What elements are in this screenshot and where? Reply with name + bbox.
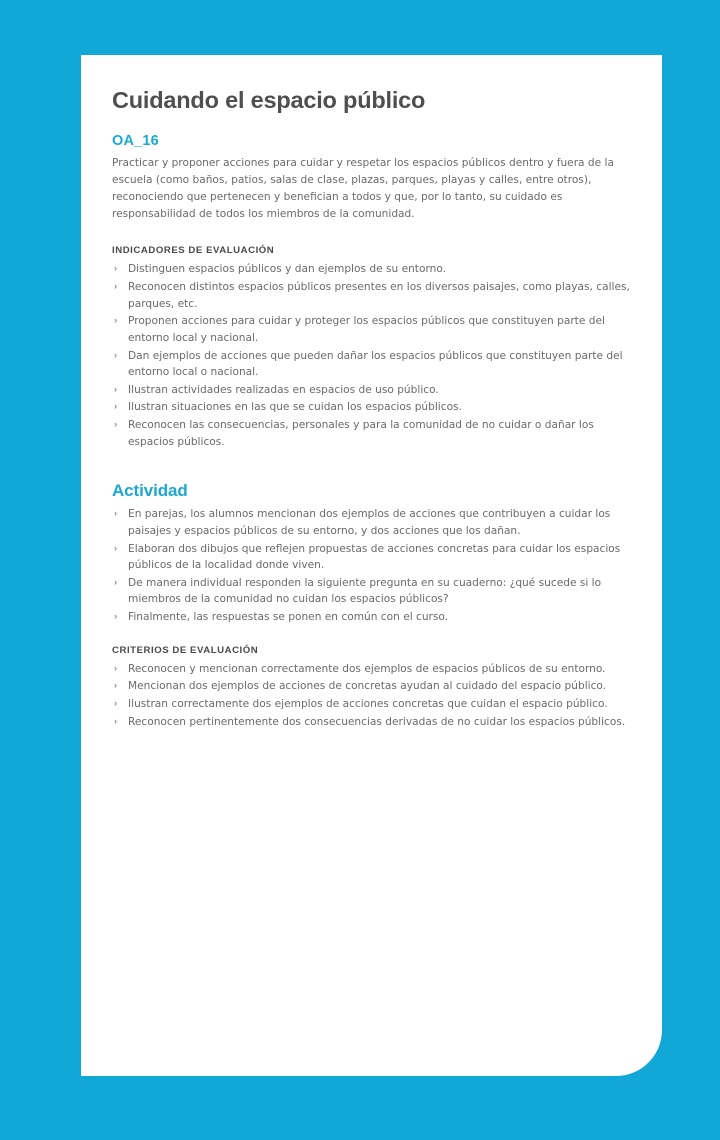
chevron-right-icon: › <box>114 697 118 709</box>
chevron-right-icon: › <box>114 315 118 327</box>
list-item <box>112 417 632 450</box>
list-item <box>112 506 632 539</box>
section-spacer <box>112 627 632 645</box>
criteria-heading: CRITERIOS DE EVALUACIÓN <box>112 644 259 656</box>
list-item <box>112 279 632 312</box>
list-item-text: Finalmente, las respuestas se ponen en común con el curso. <box>128 611 449 624</box>
list-item-text: Elaboran dos dibujos que reflejen propuestas de acciones concretas para cuidar los espacios públicos de la localidad donde viven. <box>128 542 621 572</box>
list-item <box>112 382 632 399</box>
list-item <box>112 399 632 416</box>
list-item-text: En parejas, los alumnos mencionan dos ejemplos de acciones que contribuyen a cuidar los paisajes y espacios públicos de su entorno, y dos acciones que los dañan. <box>128 508 611 537</box>
chevron-right-icon: › <box>114 383 118 395</box>
indicators-heading: INDICADORES DE EVALUACIÓN <box>112 245 275 257</box>
list-item <box>112 661 632 678</box>
list-item <box>112 575 632 608</box>
list-item <box>112 696 632 713</box>
chevron-right-icon: › <box>114 542 118 554</box>
list-item-text: Ilustran actividades realizadas en espacios de uso público. <box>128 383 439 396</box>
document-card <box>81 55 662 1076</box>
section-spacer <box>112 451 632 481</box>
list-item <box>112 541 632 574</box>
criteria-list <box>112 661 632 731</box>
list-item <box>112 714 632 731</box>
list-item-text: Ilustran correctamente dos ejemplos de acciones concretas que cuidan el espacio público. <box>128 697 608 710</box>
chevron-right-icon: › <box>114 281 118 293</box>
oa-code-label: OA_16 <box>112 132 159 149</box>
list-item <box>112 313 632 346</box>
chevron-right-icon: › <box>114 263 118 275</box>
document-content <box>112 88 632 731</box>
list-item-text: Ilustran situaciones en las que se cuidan los espacios públicos. <box>128 401 462 414</box>
indicators-list <box>112 261 632 450</box>
chevron-right-icon: › <box>114 576 118 588</box>
activity-heading: Actividad <box>112 481 188 501</box>
list-item-text: Dan ejemplos de acciones que pueden dañar los espacios públicos que constituyen parte del entorno local o nacional. <box>128 349 623 379</box>
chevron-right-icon: › <box>114 662 118 674</box>
chevron-right-icon: › <box>114 715 118 727</box>
list-item-text: Reconocen distintos espacios públicos presentes en los diversos paisajes, como playas, calles, parques, etc. <box>128 281 630 310</box>
page-title: Cuidando el espacio público <box>112 87 426 113</box>
chevron-right-icon: › <box>114 680 118 692</box>
chevron-right-icon: › <box>114 401 118 413</box>
chevron-right-icon: › <box>114 419 118 431</box>
list-item-text: Proponen acciones para cuidar y proteger los espacios públicos que constituyen parte del entorno local y nacional. <box>128 315 605 344</box>
list-item <box>112 678 632 695</box>
activity-list <box>112 506 632 625</box>
chevron-right-icon: › <box>114 508 118 520</box>
list-item <box>112 261 632 278</box>
list-item-text: Mencionan dos ejemplos de acciones de concretas ayudan al cuidado del espacio público. <box>128 680 607 693</box>
oa-description: Practicar y proponer acciones para cuidar y respetar los espacios públicos dentro y fuera de la escuela (como baños, patios, salas de clase, plazas, parques, playas y calles, entre otros), reconociendo que pertenecen y benefician a todos y que, por lo tanto, su cuidado es responsabilidad de todos los miembros de la comunidad. <box>112 156 614 221</box>
list-item <box>112 609 632 626</box>
list-item-text: Distinguen espacios públicos y dan ejemplos de su entorno. <box>128 263 446 276</box>
chevron-right-icon: › <box>114 611 118 623</box>
list-item-text: De manera individual responden la siguiente pregunta en su cuaderno: ¿qué sucede si lo miembros de la comunidad no cuidan los espacios públicos? <box>128 576 602 606</box>
list-item <box>112 348 632 381</box>
list-item-text: Reconocen las consecuencias, personales y para la comunidad de no cuidar o dañar los espacios públicos. <box>128 419 594 448</box>
chevron-right-icon: › <box>114 349 118 361</box>
list-item-text: Reconocen y mencionan correctamente dos ejemplos de espacios públicos de su entorno. <box>128 662 606 675</box>
list-item-text: Reconocen pertinentemente dos consecuencias derivadas de no cuidar los espacios públicos. <box>128 715 626 728</box>
